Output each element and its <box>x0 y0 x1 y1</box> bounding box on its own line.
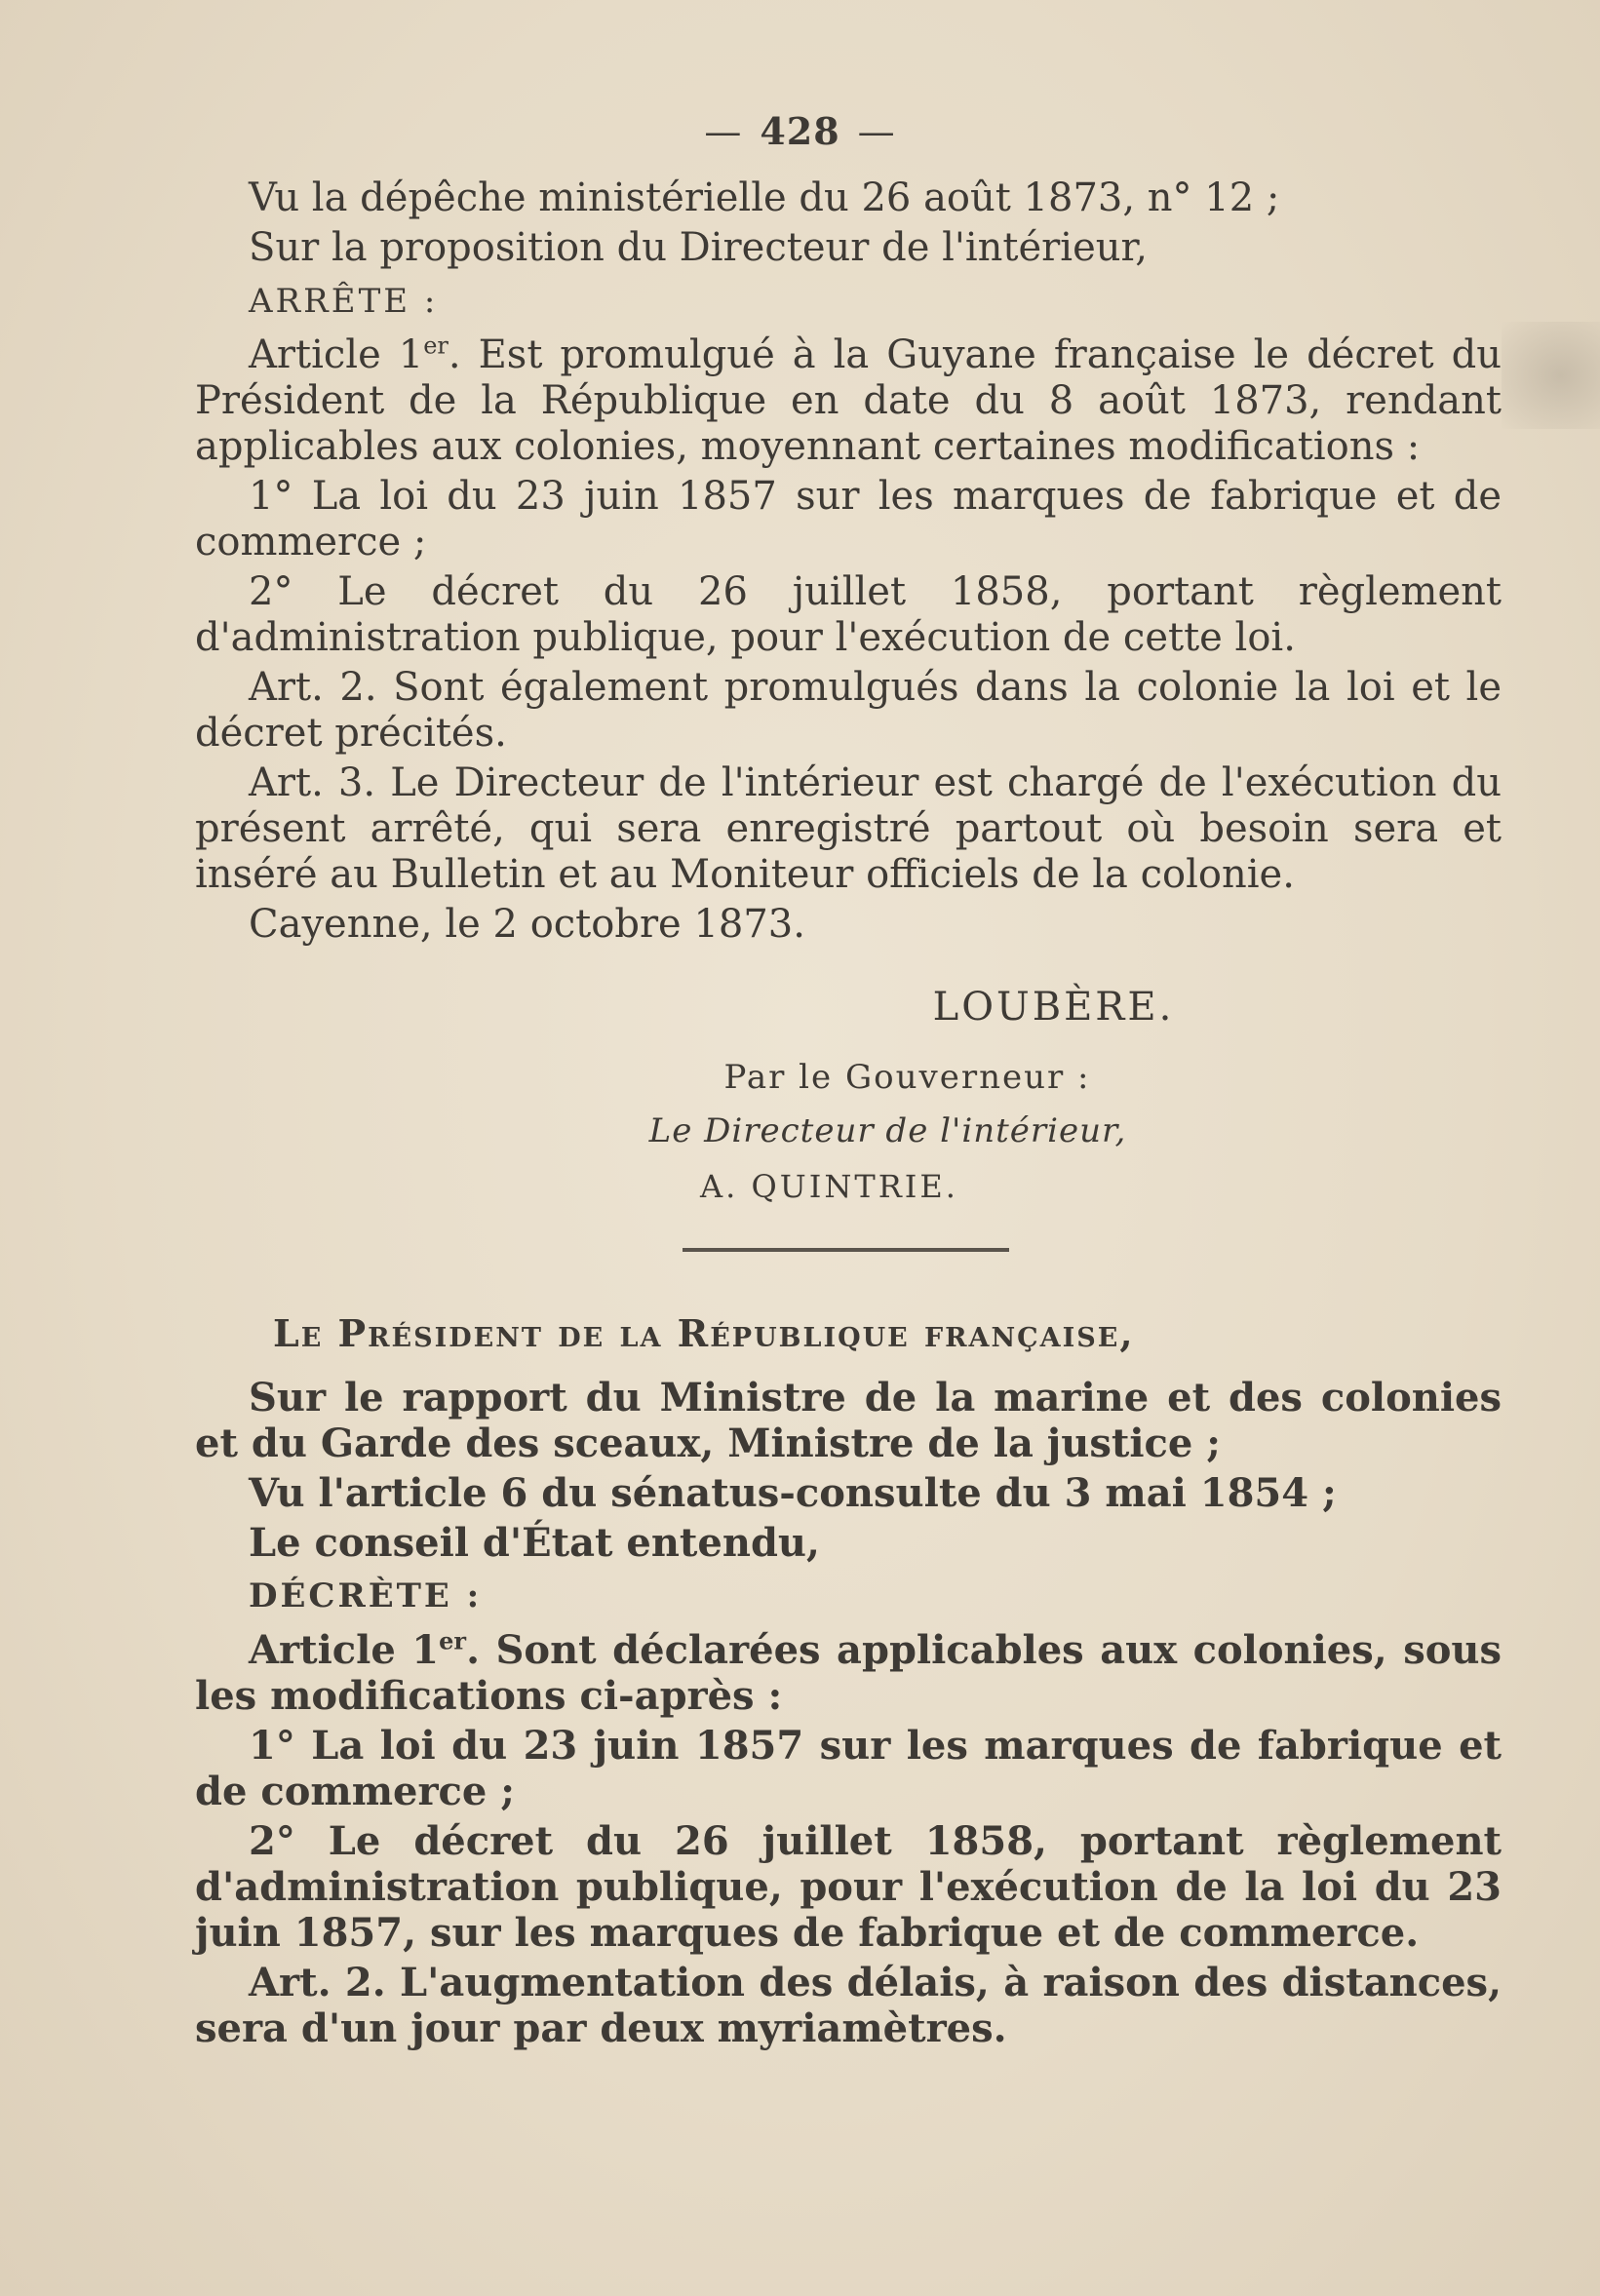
arrete-vu: Vu la dépêche ministérielle du 26 août 1873, n° 12 ; <box>249 175 1280 220</box>
decret-decrete: DÉCRÈTE : <box>249 1576 483 1615</box>
decret-vu: Vu l'article 6 du sénatus-consulte du 3 mai 1854 ; <box>249 1470 1337 1516</box>
arrete-heading: ARRÊTE : <box>249 282 439 321</box>
arrete-sur: Sur la proposition du Directeur de l'intérieur, <box>249 225 1148 270</box>
decret-heading: Le Président de la République française, <box>273 1311 1135 1355</box>
decret-article1 <box>195 1627 1502 1719</box>
arrete-article1 <box>195 332 1502 470</box>
decret-sur: Sur le rapport du Ministre de la marine et des colonies et du Garde des sceaux, Ministre de la justice ; <box>195 1375 1502 1466</box>
paper-stain <box>1502 322 1600 429</box>
decret-article1-sup: er <box>439 1626 467 1655</box>
page-number-value: 428 <box>760 109 840 153</box>
section-divider <box>683 1248 1009 1252</box>
arrete-art3: Art. 3. Le Directeur de l'intérieur est chargé de l'exécution du présent arrêté, qui sera enregistré partout où besoin sera et inséré au Bulletin et au Moniteur officiels de la colonie. <box>195 760 1502 897</box>
arrete-article1-prefix: Article 1 <box>249 332 424 377</box>
signature-directeur: Le Directeur de l'intérieur, <box>648 1111 1127 1150</box>
arrete-section <box>195 175 1502 952</box>
dash-left: — <box>704 110 743 153</box>
decret-article1-prefix: Article 1 <box>249 1627 440 1673</box>
arrete-art2: Art. 2. Sont également promulgués dans la colonie la loi et le décret précités. <box>195 665 1502 756</box>
page-number <box>0 109 1600 153</box>
signature-par: Par le Gouverneur : <box>723 1058 1091 1097</box>
decret-art2: Art. 2. L'augmentation des délais, à raison des distances, sera d'un jour par deux myriamètres. <box>195 1960 1502 2051</box>
decret-article1-text: . Sont déclarées applicables aux colonies, sous les modifications ci-après : <box>195 1627 1502 1719</box>
arrete-article1-sup: er <box>423 331 449 360</box>
arrete-item2: 2° Le décret du 26 juillet 1858, portant règlement d'administration publique, pour l'exécution de cette loi. <box>195 569 1502 660</box>
signature-directeur-name: A. QUINTRIE. <box>700 1168 958 1205</box>
arrete-article1-text: . Est promulgué à la Guyane française le décret du Président de la République en date du 8 août 1873, rendant applicables aux colonies, moyennant certaines modifications : <box>195 332 1502 469</box>
decret-section <box>195 1375 1502 2055</box>
arrete-date: Cayenne, le 2 octobre 1873. <box>249 902 805 947</box>
signature-name: LOUBÈRE. <box>932 985 1175 1030</box>
decret-conseil: Le conseil d'État entendu, <box>249 1520 820 1566</box>
decret-item1: 1° La loi du 23 juin 1857 sur les marques de fabrique et de commerce ; <box>195 1723 1502 1814</box>
arrete-item1: 1° La loi du 23 juin 1857 sur les marques de fabrique et de commerce ; <box>195 474 1502 564</box>
dash-right: — <box>857 110 896 153</box>
decret-item2: 2° Le décret du 26 juillet 1858, portant règlement d'administration publique, pour l'exécution de la loi du 23 juin 1857, sur les marques de fabrique et de commerce. <box>195 1818 1502 1956</box>
